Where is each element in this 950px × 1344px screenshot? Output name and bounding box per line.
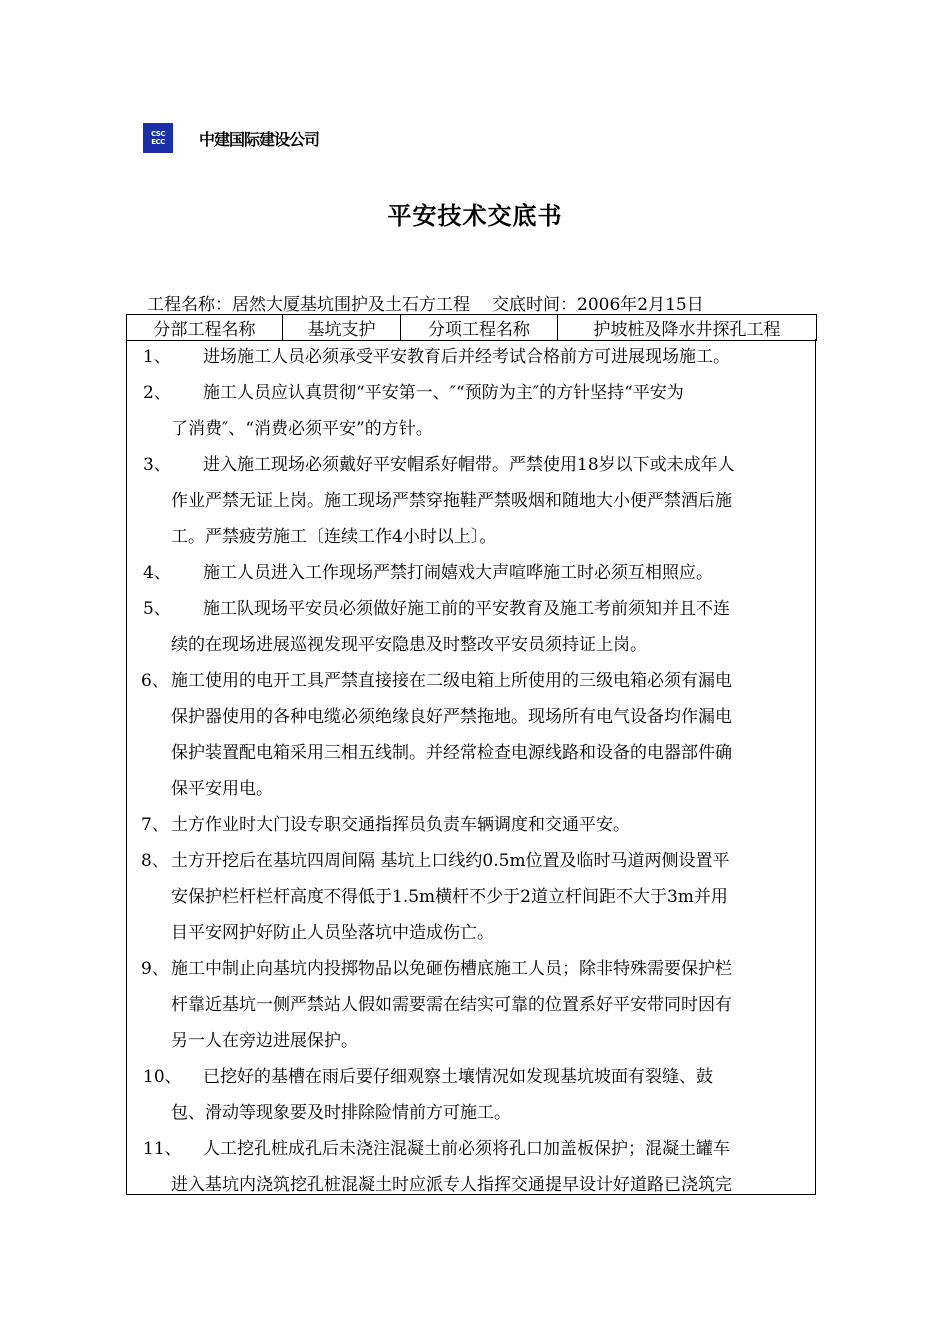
item-number: 10、: [143, 1067, 182, 1087]
page-title: 平安技术交底书: [387, 202, 563, 230]
list-item: [127, 951, 815, 1059]
meta-table: [126, 314, 817, 341]
list-item: [127, 591, 815, 663]
list-item: [127, 339, 815, 375]
item-project-value: 护坡桩及降水井探孔工程: [558, 315, 817, 341]
item-text-line: 目平安网护好防止人员坠落坑中造成伤亡。: [171, 923, 494, 943]
item-text-line: 土方作业时大门设专职交通指挥员负责车辆调度和交通平安。: [171, 815, 630, 835]
project-info-line: [147, 290, 704, 315]
item-text-line: 包、滑动等现象要及时排除险情前方可施工。: [171, 1103, 511, 1123]
date-value: 2006年2月15日: [577, 295, 704, 315]
item-text-line: 另一人在旁边进展保护。: [171, 1031, 358, 1051]
list-item: [127, 555, 815, 591]
item-text-line: 保护器使用的各种电缆必须绝缘良好严禁拖地。现场所有电气设备均作漏电: [171, 707, 732, 727]
item-text-line: 施工人员应认真贯彻“平安第一、″“预防为主″的方针坚持“平安为: [203, 383, 684, 403]
subproject-label: 分部工程名称: [127, 315, 283, 341]
item-text-line: 工。严禁疲劳施工〔连续工作4小时以上〕。: [171, 527, 497, 547]
item-number: 5、: [143, 599, 171, 619]
item-text-line: 保护装置配电箱采用三相五线制。并经常检查电源线路和设备的电器部件确: [171, 743, 732, 763]
item-text-line: 安保护栏杆栏杆高度不得低于1.5m横杆不少于2道立杆间距不大于3m并用: [171, 887, 728, 907]
date-label: 交底时间：: [492, 295, 577, 315]
list-item: [127, 447, 815, 555]
list-item: [127, 807, 815, 843]
item-text-line: 进场施工人员必须承受平安教育后并经考试合格前方可进展现场施工。: [203, 347, 730, 367]
item-text-line: 施工人员进入工作现场严禁打闹嬉戏大声喧哗施工时必须互相照应。: [203, 563, 713, 583]
subproject-value: 基坑支护: [283, 315, 401, 341]
table-row: [127, 315, 817, 341]
company-logo-icon: CSC ECC: [143, 123, 173, 153]
item-number: 7、: [141, 815, 169, 835]
item-number: 6、: [141, 671, 169, 691]
item-number: 4、: [143, 563, 171, 583]
item-project-label: 分项工程名称: [401, 315, 558, 341]
item-text-line: 施工队现场平安员必须做好施工前的平安教育及施工考前须知并且不连: [203, 599, 730, 619]
project-name-label: 工程名称：: [147, 295, 232, 315]
item-text-line: 已挖好的基槽在雨后要仔细观察土壤情况如发现基坑坡面有裂缝、鼓: [203, 1067, 713, 1087]
item-number: 9、: [141, 959, 169, 979]
list-item: [127, 663, 815, 807]
item-number: 2、: [143, 383, 171, 403]
item-text-line: 施工中制止向基坑内投掷物品以免砸伤槽底施工人员；除非特殊需要保护栏: [171, 959, 732, 979]
item-text-line: 保平安用电。: [171, 779, 273, 799]
item-number: 11、: [143, 1139, 182, 1159]
item-number: 8、: [141, 851, 169, 871]
project-name-value: 居然大厦基坑围护及土石方工程: [232, 295, 470, 315]
list-item: [127, 1059, 815, 1131]
item-text-line: 施工使用的电开工具严禁直接接在二级电箱上所使用的三级电箱必须有漏电: [171, 671, 732, 691]
item-text-line: 进入施工现场必须戴好平安帽系好帽带。严禁使用18岁以下或未成年人: [203, 455, 735, 475]
item-text-line: 作业严禁无证上岗。施工现场严禁穿拖鞋严禁吸烟和随地大小便严禁酒后施: [171, 491, 732, 511]
item-text-line: 了消费″、“消费必须平安”的方针。: [171, 419, 433, 439]
instructions-body: [126, 339, 816, 1195]
item-text-line: 人工挖孔桩成孔后未浇注混凝土前必须将孔口加盖板保护；混凝土罐车: [203, 1139, 730, 1159]
document-header: [143, 122, 319, 154]
list-item: [127, 1131, 815, 1195]
item-number: 3、: [143, 455, 171, 475]
item-number: 1、: [143, 347, 171, 367]
item-text-line: 续的在现场进展巡视发现平安隐患及时整改平安员须持证上岗。: [171, 635, 647, 655]
list-item: [127, 843, 815, 951]
company-name: 中建国际建设公司: [199, 129, 320, 149]
item-text-line: 进入基坑内浇筑挖孔桩混凝土时应派专人指挥交通提早设计好道路已浇筑完: [171, 1175, 732, 1195]
item-text-line: 土方开挖后在基坑四周间隔 基坑上口线约0.5m位置及临时马道两侧设置平: [171, 851, 730, 871]
item-text-line: 杆靠近基坑一侧严禁站人假如需要需在结实可靠的位置系好平安带同时因有: [171, 995, 732, 1015]
list-item: [127, 375, 815, 447]
